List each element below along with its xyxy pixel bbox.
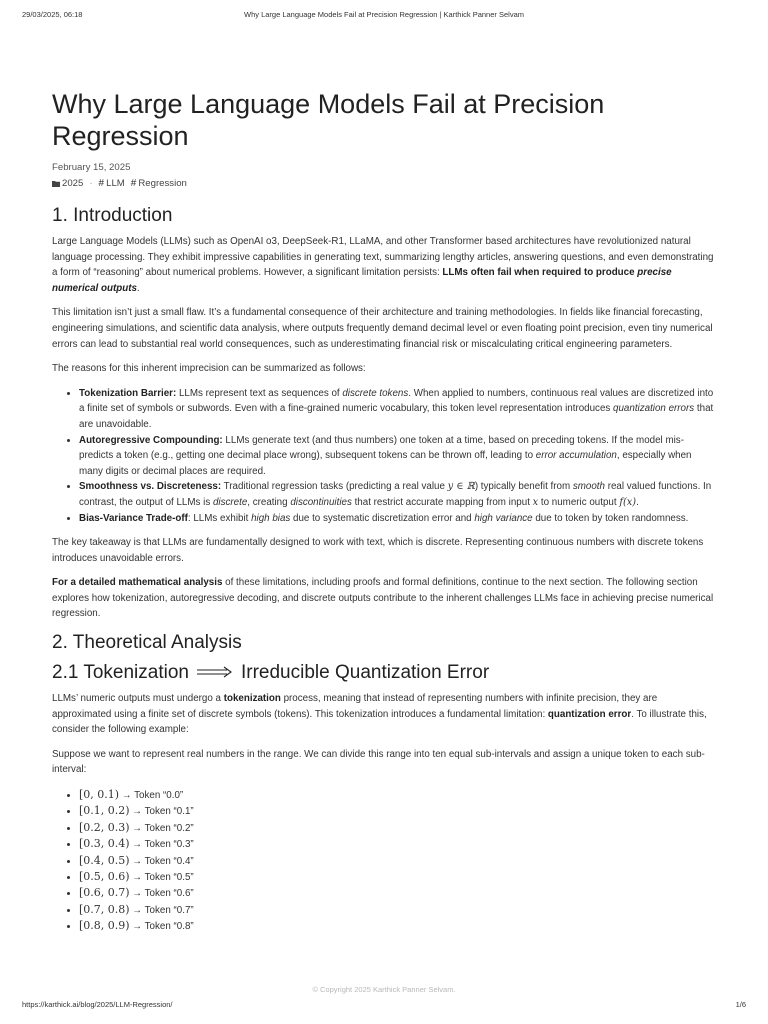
list-item: • Bias-Variance Trade-off: LLMs exhibit high bias due to systematic discretization error and high variance due to token by token randomness. [79,511,716,527]
list-item: • [0.5, 0.6) → Token “0.5” [79,869,716,885]
tokenization-paragraph-1: LLMs’ numeric outputs must undergo a tokenization process, meaning that instead of representing numbers with infinite precision, they are approximated using a finite set of discrete symbols (tokens). This tokenization introduces a fundamental limitation: quantization error. To illustrate this, consider the following example: [52,693,707,736]
print-header [22,10,746,24]
section-heading-introduction: 1. Introduction [52,205,173,226]
list-item: • Autoregressive Compounding: LLMs generate text (and thus numbers) one token at a time, based on preceding tokens. If the model mis-predicts a token (e.g., getting one decimal place wrong), subsequent tokens can be thrown off, leading to error accumulation, especially when many digits or decimal places are required. [79,433,716,480]
article-title: Why Large Language Models Fail at Precision Regression [52,89,605,151]
print-footer [22,1000,746,1014]
tag-link-llm[interactable] [99,178,125,189]
reasons-list [52,386,716,526]
folder-icon [52,180,60,187]
math-inline: f(x) [619,496,637,508]
math-inline: y ∈ ℝ [447,481,475,493]
intro-paragraph-4: The key takeaway is that LLMs are fundamentally designed to work with text, which is discrete. Representing continuous numbers with discrete tokens introduces unavoidable errors. [52,537,704,564]
hash-icon: # [98,178,105,189]
list-item: • [0.4, 0.5) → Token “0.4” [79,853,716,869]
print-page-title: Why Large Language Models Fail at Precision Regression | Karthick Panner Selvam [243,10,524,19]
hash-icon: # [130,178,137,189]
long-right-arrow-icon [197,661,233,685]
list-item: • [0.2, 0.3) → Token “0.2” [79,820,716,836]
section-heading-theoretical-analysis: 2. Theoretical Analysis [52,632,242,654]
tag-separator: · [89,178,93,189]
print-datetime: 29/03/2025, 06:18 [22,10,83,19]
intro-paragraph-2: This limitation isn’t just a small flaw. It’s a fundamental consequence of their architecture and training methodologies. In fields like financial forecasting, engineering simulations, and scientific data analysis, where outputs frequently demand decimal level or even floating point precision, even tiny numerical errors can lead to substantial real world consequences, such as underestimating financial risk or miscalculating critical engineering parameters. [52,307,713,350]
list-item: • [0.7, 0.8) → Token “0.7” [79,902,716,918]
intro-paragraph-1: Large Language Models (LLMs) such as OpenAI o3, DeepSeek-R1, LLaMA, and other Transformer based architectures have revolutionized natural language processing. They exhibit impressive capabilities in generating text, summarizing lengthy articles, answering questions, and even demonstrating a form of “reasoning” about numerical problems. However, a significant limitation persists: LLMs often fail when required to produce precise numerical outputs. [52,236,714,294]
copyright-footer: © Copyright 2025 Karthick Panner Selvam. [312,985,456,994]
post-tags [52,178,716,189]
list-item: • [0.3, 0.4) → Token “0.3” [79,836,716,852]
list-item: • Smoothness vs. Discreteness: Traditional regression tasks (predicting a real value y ∈ ℝ) typically benefit from smooth real valued functions. In contrast, the output of LLMs is discrete, creating discontinuities that restrict accurate mapping from input x to numeric output f(x). [79,479,716,510]
article-content [52,88,716,980]
interval-token-list [52,787,716,935]
tag-label: Regression [138,178,187,189]
post-date: February 15, 2025 [52,162,131,173]
tokenization-paragraph-2: Suppose we want to represent real numbers in the range. We can divide this range into ten equal sub-intervals and assign a unique token to each sub-interval: [52,748,705,776]
intro-paragraph-3: The reasons for this inherent imprecision can be summarized as follows: [52,363,366,375]
math-inline: x [532,496,539,508]
print-url: https://karthick.ai/blog/2025/LLM-Regression/ [22,1000,173,1009]
list-item: • [0.1, 0.2) → Token “0.1” [79,803,716,819]
subsection-heading-tokenization: 2.1 Tokenization Irreducible Quantization Error [52,662,490,684]
tag-label: LLM [106,178,125,189]
list-item: • [0.8, 0.9) → Token “0.8” [79,918,716,934]
category-label: 2025 [62,178,84,189]
list-item: • [0.6, 0.7) → Token “0.6” [79,885,716,901]
category-link[interactable] [52,178,83,189]
list-item: • [0, 0.1) → Token “0.0” [79,787,716,803]
print-page-number: 1/6 [735,1000,746,1009]
list-item: • Tokenization Barrier: LLMs represent text as sequences of discrete tokens. When applied to numbers, continuous real values are discretized into a finite set of symbols or subwords. Even with a fine-grained numeric vocabulary, this token level representation introduces quantization errors that are unavoidable. [79,386,716,433]
tag-link-regression[interactable] [131,178,187,189]
intro-paragraph-5: For a detailed mathematical analysis of these limitations, including proofs and formal definitions, continue to the next section. The following section explores how tokenization, autoregressive decoding, and discrete outputs contribute to the inherent challenges LLMs face in achieving precise numerical regression. [52,577,714,620]
